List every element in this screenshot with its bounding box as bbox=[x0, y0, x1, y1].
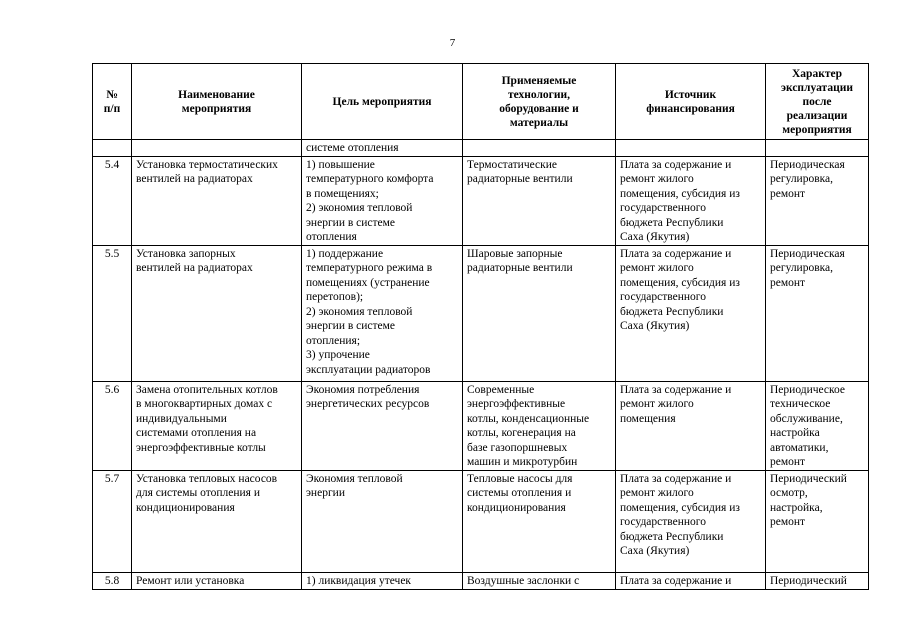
cell-name bbox=[132, 572, 302, 589]
cell-name-line: Установка термостатических bbox=[136, 158, 278, 171]
cell-tech-line: кондиционирования bbox=[467, 501, 566, 514]
cell-tech-line: Термостатические bbox=[467, 158, 557, 171]
header-tech-line: оборудование и bbox=[499, 102, 579, 115]
cell-goal-line: энергетических ресурсов bbox=[306, 398, 430, 410]
cell-character-line: автоматики, bbox=[770, 441, 829, 454]
cell-goal-line: в помещениях; bbox=[306, 187, 379, 200]
cell-character-line: настройка, bbox=[770, 501, 823, 514]
header-goal-line: Цель мероприятия bbox=[332, 95, 432, 108]
cell-num: 5.6 bbox=[93, 381, 132, 470]
cell-goal-line: 1) поддержание bbox=[306, 247, 384, 260]
cell-num bbox=[93, 140, 132, 157]
header-num bbox=[93, 64, 132, 140]
cell-tech-line: котлы, когенерация на bbox=[467, 427, 576, 439]
cell-goal-line: 2) экономия тепловой bbox=[306, 202, 413, 214]
cell-source-line: государственного bbox=[620, 516, 706, 528]
cell-source-line: ремонт жилого bbox=[620, 398, 694, 410]
header-num-line: № bbox=[106, 88, 118, 101]
cell-tech-line: системы отопления и bbox=[467, 487, 572, 499]
cell-name-line: кондиционирования bbox=[136, 501, 235, 514]
table-header-row bbox=[93, 64, 869, 140]
header-character-line: реализации bbox=[786, 109, 848, 122]
cell-source-line: помещения bbox=[620, 412, 676, 425]
table-row bbox=[93, 572, 869, 589]
cell-character-line: регулировка, bbox=[770, 173, 834, 185]
cell-tech bbox=[463, 470, 616, 572]
cell-goal-line: 3) упрочение bbox=[306, 349, 370, 361]
cell-goal-line: отопления; bbox=[306, 334, 361, 347]
cell-character-line: Периодический bbox=[770, 574, 847, 587]
cell-goal-line: Экономия тепловой bbox=[306, 472, 403, 485]
cell-source-line: Саха (Якутия) bbox=[620, 545, 690, 557]
cell-source bbox=[616, 156, 766, 245]
measures-table bbox=[92, 63, 869, 590]
cell-tech-line: машин и микротурбин bbox=[467, 456, 578, 468]
cell-character-line: ремонт bbox=[770, 516, 806, 528]
cell-source-line: ремонт жилого bbox=[620, 487, 694, 499]
cell-goal-line: энергии в системе bbox=[306, 216, 396, 229]
cell-goal-line: температурного режима в bbox=[306, 262, 433, 274]
header-character-line: эксплуатации bbox=[781, 81, 853, 94]
table-row bbox=[93, 156, 869, 245]
cell-name-line: Ремонт или установка bbox=[136, 574, 245, 587]
cell-tech-line: Воздушные заслонки с bbox=[467, 574, 580, 587]
cell-name bbox=[132, 156, 302, 245]
cell-tech bbox=[463, 381, 616, 470]
cell-character bbox=[766, 140, 869, 157]
cell-source-line: Плата за содержание и bbox=[620, 472, 732, 485]
cell-character-line: техническое bbox=[770, 398, 831, 410]
cell-source-line: Плата за содержание и bbox=[620, 383, 732, 396]
header-tech-line: технологии, bbox=[507, 88, 571, 101]
header-num-line: п/п bbox=[103, 102, 121, 115]
cell-name bbox=[132, 381, 302, 470]
cell-source-line: помещения, субсидия из bbox=[620, 276, 740, 289]
cell-goal bbox=[302, 572, 463, 589]
cell-name-line: энергоэффективные котлы bbox=[136, 441, 266, 454]
cell-source-line: Плата за содержание и bbox=[620, 158, 732, 171]
cell-character bbox=[766, 381, 869, 470]
cell-character bbox=[766, 572, 869, 589]
cell-goal-line: эксплуатации радиаторов bbox=[306, 363, 431, 376]
cell-character-line: ремонт bbox=[770, 276, 806, 289]
cell-goal bbox=[302, 156, 463, 245]
cell-tech-line: радиаторные вентили bbox=[467, 173, 573, 185]
cell-name bbox=[132, 470, 302, 572]
cell-tech-line: энергоэффективные bbox=[467, 398, 566, 410]
cell-character-line: Периодическая bbox=[770, 158, 845, 171]
cell-goal-line: энергии в системе bbox=[306, 320, 396, 332]
header-tech-line: Применяемые bbox=[501, 74, 577, 87]
cell-character-line: Периодическая bbox=[770, 247, 845, 260]
cell-character-line: обслуживание, bbox=[770, 412, 843, 425]
cell-source-line: бюджета Республики bbox=[620, 305, 724, 318]
cell-tech-line: котлы, конденсационные bbox=[467, 412, 590, 425]
cell-goal bbox=[302, 245, 463, 381]
cell-tech-line: Современные bbox=[467, 383, 535, 396]
cell-source-line: государственного bbox=[620, 291, 706, 303]
cell-tech bbox=[463, 156, 616, 245]
table-body bbox=[93, 140, 869, 590]
cell-name-line: индивидуальными bbox=[136, 412, 227, 425]
cell-name-line: системами отопления на bbox=[136, 427, 257, 439]
cell-goal bbox=[302, 470, 463, 572]
cell-name-line: Установка тепловых насосов bbox=[136, 472, 278, 485]
cell-tech bbox=[463, 245, 616, 381]
cell-tech-line: Тепловые насосы для bbox=[467, 472, 573, 485]
cell-source-line: ремонт жилого bbox=[620, 173, 694, 185]
cell-source bbox=[616, 572, 766, 589]
cell-goal-line: 1) ликвидация утечек bbox=[306, 574, 412, 587]
table-row bbox=[93, 470, 869, 572]
cell-goal-line: перетопов); bbox=[306, 291, 364, 303]
cell-name-line: в многоквартирных домах с bbox=[136, 398, 273, 410]
header-character bbox=[766, 64, 869, 140]
cell-goal-line: системе отопления bbox=[306, 142, 399, 154]
cell-character-line: Периодическое bbox=[770, 383, 846, 396]
page-number: 7 bbox=[449, 37, 456, 49]
cell-name-line: вентилей на радиаторах bbox=[136, 262, 253, 274]
cell-character bbox=[766, 156, 869, 245]
cell-name-line: вентилей на радиаторах bbox=[136, 173, 253, 185]
cell-character-line: осмотр, bbox=[770, 487, 808, 499]
cell-num: 5.5 bbox=[93, 245, 132, 381]
table-row bbox=[93, 140, 869, 157]
header-character-line: мероприятия bbox=[782, 123, 852, 136]
cell-goal bbox=[302, 381, 463, 470]
cell-source bbox=[616, 381, 766, 470]
header-source-line: Источник bbox=[664, 88, 717, 101]
cell-goal-line: помещениях (устранение bbox=[306, 276, 430, 289]
cell-character bbox=[766, 245, 869, 381]
cell-source-line: бюджета Республики bbox=[620, 530, 724, 543]
cell-source-line: Плата за содержание и bbox=[620, 574, 732, 587]
cell-name-line: Установка запорных bbox=[136, 247, 236, 260]
cell-source bbox=[616, 470, 766, 572]
cell-goal bbox=[302, 140, 463, 157]
cell-source-line: ремонт жилого bbox=[620, 262, 694, 274]
cell-tech bbox=[463, 572, 616, 589]
cell-character bbox=[766, 470, 869, 572]
header-character-line: после bbox=[802, 95, 832, 108]
header-source bbox=[616, 64, 766, 140]
cell-source-line: помещения, субсидия из bbox=[620, 187, 740, 200]
cell-source bbox=[616, 140, 766, 157]
table-row bbox=[93, 381, 869, 470]
cell-goal-line: 1) повышение bbox=[306, 158, 375, 171]
cell-source-line: бюджета Республики bbox=[620, 216, 724, 229]
cell-character-line: регулировка, bbox=[770, 262, 834, 274]
cell-name-line: Замена отопительных котлов bbox=[136, 383, 278, 396]
cell-name-line: для системы отопления и bbox=[136, 487, 260, 499]
cell-character-line: ремонт bbox=[770, 187, 806, 200]
cell-character-line: Периодический bbox=[770, 472, 847, 485]
header-goal bbox=[302, 64, 463, 140]
header-character-line: Характер bbox=[792, 67, 842, 80]
cell-goal-line: Экономия потребления bbox=[306, 383, 420, 396]
header-tech-line: материалы bbox=[509, 116, 569, 129]
cell-source-line: помещения, субсидия из bbox=[620, 501, 740, 514]
cell-num: 5.8 bbox=[93, 572, 132, 589]
header-tech bbox=[463, 64, 616, 140]
cell-source bbox=[616, 245, 766, 381]
header-source-line: финансирования bbox=[646, 102, 735, 115]
cell-source-line: государственного bbox=[620, 202, 706, 214]
table-row bbox=[93, 245, 869, 381]
cell-source-line: Саха (Якутия) bbox=[620, 320, 690, 332]
cell-character-line: настройка bbox=[770, 427, 820, 439]
cell-goal-line: энергии bbox=[306, 487, 345, 499]
cell-num: 5.7 bbox=[93, 470, 132, 572]
cell-source-line: Саха (Якутия) bbox=[620, 231, 690, 243]
cell-tech bbox=[463, 140, 616, 157]
cell-source-line: Плата за содержание и bbox=[620, 247, 732, 260]
header-name bbox=[132, 64, 302, 140]
cell-goal-line: температурного комфорта bbox=[306, 173, 434, 185]
cell-tech-line: Шаровые запорные bbox=[467, 247, 563, 260]
header-name-line: Наименование bbox=[178, 88, 255, 101]
cell-character-line: ремонт bbox=[770, 456, 806, 468]
cell-name bbox=[132, 245, 302, 381]
cell-num: 5.4 bbox=[93, 156, 132, 245]
cell-goal-line: отопления bbox=[306, 231, 357, 243]
cell-tech-line: базе газопоршневых bbox=[467, 441, 568, 454]
header-name-line: мероприятия bbox=[181, 102, 252, 115]
cell-goal-line: 2) экономия тепловой bbox=[306, 305, 413, 318]
cell-tech-line: радиаторные вентили bbox=[467, 262, 573, 274]
cell-name bbox=[132, 140, 302, 157]
